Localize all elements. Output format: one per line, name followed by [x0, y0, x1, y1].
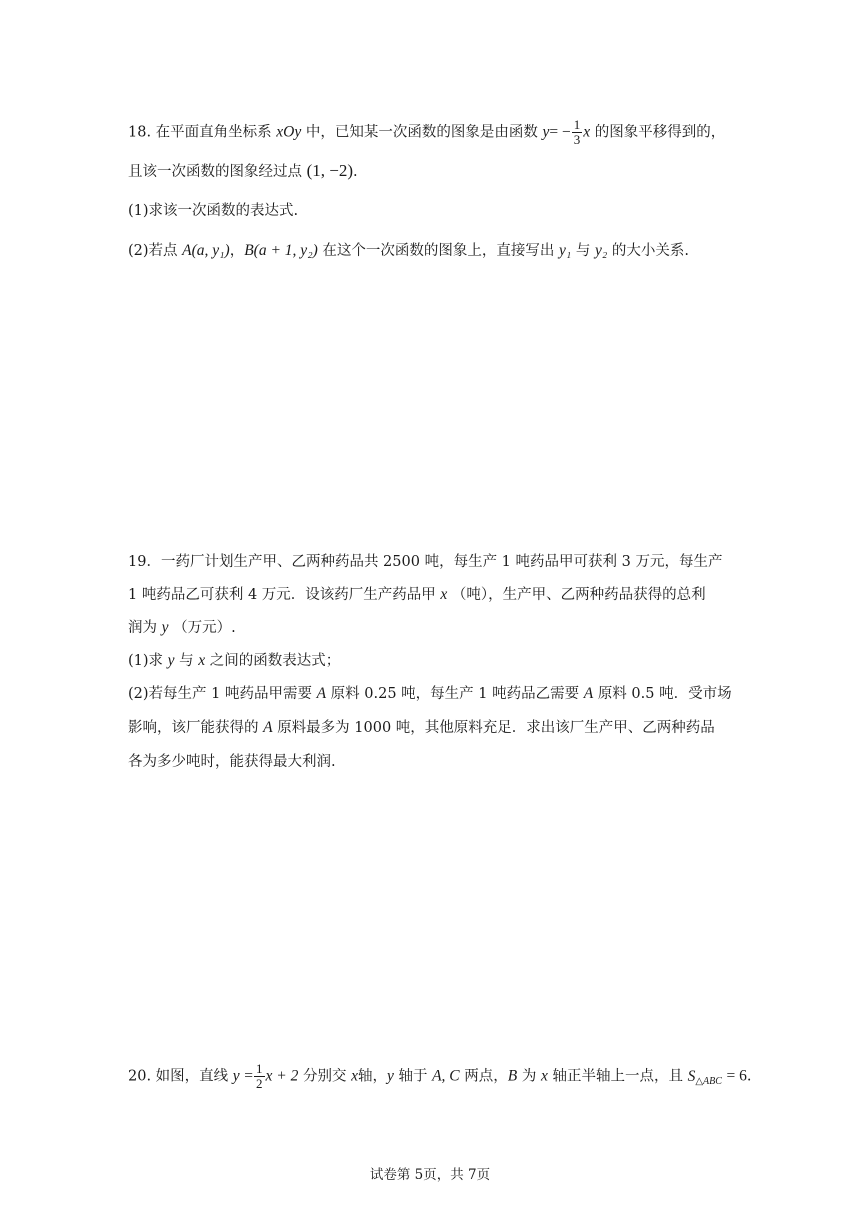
- q19-material-a: A: [263, 719, 273, 736]
- q19-text: 原料 0.5 吨．受市场: [597, 686, 732, 702]
- q20-area-symbol: S: [687, 1067, 696, 1085]
- q18-axes-label: xOy: [276, 123, 302, 141]
- q19-text: 各为多少吨时，能获得最大利润.: [128, 754, 336, 770]
- q18-func-x: x: [583, 123, 591, 141]
- q18-text: (2)若点: [128, 243, 178, 259]
- q19-var-x: x: [198, 652, 206, 669]
- q18-frac-den: 3: [573, 132, 581, 147]
- q19-material-a: A: [583, 685, 594, 702]
- q18-part-2: [128, 241, 689, 261]
- q20-text: 分别交: [302, 1068, 347, 1085]
- q18-func-y: y: [542, 123, 550, 141]
- q20-frac-num: 1: [256, 1061, 263, 1076]
- q20-func-eq: =: [244, 1067, 254, 1085]
- q20-fraction: [254, 1062, 265, 1091]
- q18-point-b: B(a + 1, y₂): [244, 242, 318, 259]
- q19-text: 影响，该厂能获得的: [128, 720, 259, 736]
- q18-text: 的图象平移得到的，: [594, 124, 726, 141]
- q19-part-2-line-2: [128, 718, 715, 738]
- q20-line-1: [128, 1062, 751, 1092]
- q19-text: (2)若每生产 1 吨药品甲需要: [128, 686, 312, 702]
- q19-text: 与: [179, 653, 194, 669]
- q19-text: 原料最多为 1000 吨，其他原料充足．求出该厂生产甲、乙两种药品: [277, 720, 715, 736]
- q20-text: 20. 如图，直线: [128, 1068, 229, 1085]
- q19-line-3: [128, 618, 236, 638]
- q20-area: [688, 1068, 722, 1085]
- q18-text: 且该一次函数的图象经过点: [128, 164, 302, 180]
- q20-text: .: [746, 1068, 752, 1085]
- q19-text: （吨），生产甲、乙两种药品获得的总利: [451, 587, 706, 603]
- q19-text: 原料 0.25 吨，每生产 1 吨药品乙需要: [330, 686, 580, 702]
- q19-part-2-line-1: [128, 684, 732, 704]
- q18-text: 的大小关系.: [611, 243, 689, 259]
- q18-text: .: [353, 164, 358, 180]
- q20-points-ac: A, C: [432, 1067, 460, 1085]
- q18-point: (1, −2): [306, 161, 354, 180]
- q18-fraction: [572, 118, 583, 147]
- q18-text: 与: [575, 243, 591, 259]
- q19-part-2-line-3: [128, 752, 336, 772]
- q18-text: 中，已知某一次函数的图象是由函数: [305, 124, 538, 141]
- q19-text: 19．一药厂计划生产甲、乙两种药品共 2500 吨，每生产 1 吨药品甲可获利 3 万元，每生产: [128, 554, 723, 570]
- q19-material-a: A: [316, 685, 327, 702]
- q20-func-rest: x + 2: [265, 1067, 299, 1085]
- q18-text: 在这个一次函数的图象上，直接写出: [322, 243, 555, 259]
- q18-line-2: [128, 161, 358, 182]
- q20-func-y: y: [232, 1067, 240, 1085]
- q18-part1-text: (1)求该一次函数的表达式.: [128, 203, 299, 219]
- q20-var-x: x: [351, 1067, 358, 1085]
- q19-part-1: [128, 651, 340, 671]
- q19-line-1: [128, 552, 722, 572]
- q18-line-1: [128, 118, 725, 147]
- q20-text: 轴于: [398, 1068, 428, 1085]
- q20-text: 两点，: [464, 1068, 508, 1085]
- q18-y2: y₂: [594, 242, 608, 259]
- page-footer: 试卷第 5页，共 7页: [369, 1167, 491, 1183]
- q18-text: 18. 在平面直角坐标系: [128, 124, 272, 141]
- q19-text: (1)求: [128, 653, 164, 669]
- q18-frac-num: 1: [573, 117, 581, 132]
- q19-var-y: y: [167, 652, 175, 669]
- q19-var-x: x: [440, 586, 448, 603]
- q20-area-subscript: △ABC: [695, 1075, 722, 1087]
- q20-var-x: x: [540, 1067, 548, 1085]
- q18-y1: y₁: [558, 242, 572, 259]
- q20-area-value: = 6: [726, 1067, 747, 1085]
- q19-text: 之间的函数表达式；: [209, 653, 341, 669]
- q20-var-y: y: [386, 1067, 394, 1085]
- q19-line-2: [128, 585, 706, 605]
- q19-var-y: y: [161, 619, 169, 636]
- q18-point-a: A(a, y₁): [182, 242, 230, 259]
- q20-text: 轴，: [357, 1068, 387, 1085]
- q18-func-eq: = −: [549, 123, 571, 141]
- q20-text: 轴正半轴上一点，且: [552, 1068, 683, 1085]
- q19-text: 1 吨药品乙可获利 4 万元．设该药厂生产药品甲: [128, 587, 436, 603]
- q18-part-1: [128, 201, 298, 221]
- q19-text: 润为: [128, 620, 157, 636]
- q20-text: 为: [521, 1068, 537, 1085]
- q20-point-b: B: [507, 1067, 518, 1085]
- q18-text: ，: [229, 243, 245, 259]
- q19-text: （万元）.: [173, 620, 236, 636]
- q20-frac-den: 2: [256, 1076, 263, 1091]
